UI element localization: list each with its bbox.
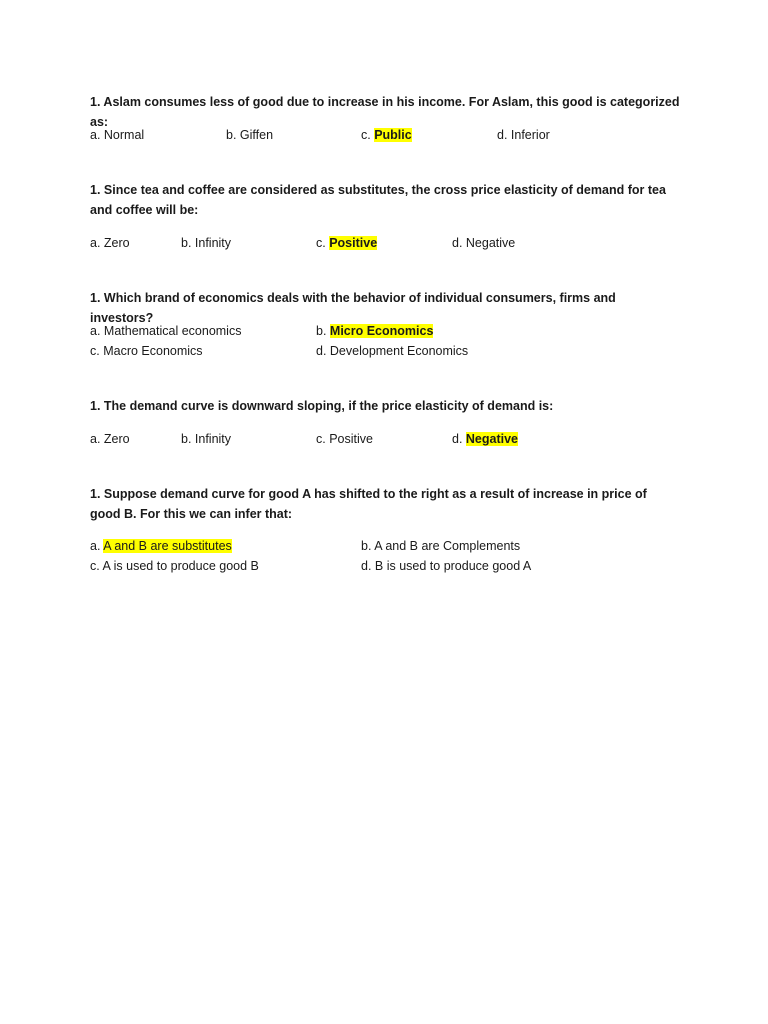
option-prefix: d. xyxy=(497,128,511,142)
option-text: Infinity xyxy=(194,432,232,446)
question-3: 1. Which brand of economics deals with the behavior of individual consumers, firms and investors? xyxy=(90,291,616,325)
q2-option-a xyxy=(90,233,130,253)
option-text: Macro Economics xyxy=(103,344,203,358)
question-4: 1. The demand curve is downward sloping, if the price elasticity of demand is: xyxy=(90,399,554,413)
option-prefix: c. xyxy=(361,128,375,142)
q1-option-b xyxy=(226,125,273,145)
option-prefix: a. xyxy=(90,236,104,250)
q3-option-d xyxy=(316,341,468,361)
option-text: Zero xyxy=(103,236,130,250)
option-text: Negative xyxy=(465,236,516,250)
option-text: Infinity xyxy=(194,236,232,250)
option-text: Mathematical economics xyxy=(103,324,242,338)
highlighted-answer: Public xyxy=(374,128,412,142)
q1-option-a xyxy=(90,125,144,145)
option-text: Positive xyxy=(329,432,373,446)
option-text: A and B are Complements xyxy=(374,539,521,553)
option-prefix: b. xyxy=(181,432,195,446)
option-text: Normal xyxy=(103,128,145,142)
option-prefix: a. xyxy=(90,324,104,338)
option-text: B is used to produce good A xyxy=(374,559,532,573)
q2-option-b xyxy=(181,233,231,253)
q5-option-c xyxy=(90,556,259,576)
option-prefix: d. xyxy=(316,344,330,358)
q3-option-c xyxy=(90,341,203,361)
option-prefix: c. xyxy=(90,344,104,358)
question-2: 1. Since tea and coffee are considered as substitutes, the cross price elasticity of demand for tea and coffee will be: xyxy=(90,183,666,217)
q3-option-a xyxy=(90,321,241,341)
option-text: Development Economics xyxy=(329,344,469,358)
option-prefix: a. xyxy=(90,432,104,446)
option-text: Zero xyxy=(103,432,130,446)
option-text: A is used to produce good B xyxy=(102,559,259,573)
option-text: Giffen xyxy=(239,128,274,142)
q2-option-c xyxy=(316,233,377,253)
option-prefix: d. xyxy=(361,559,375,573)
question-5: 1. Suppose demand curve for good A has shifted to the right as a result of increase in price of good B. For this we can infer that: xyxy=(90,487,647,521)
option-prefix: b. xyxy=(361,539,375,553)
option-prefix: b. xyxy=(181,236,195,250)
option-prefix: a. xyxy=(90,128,104,142)
highlighted-answer: Micro Economics xyxy=(329,324,434,338)
option-prefix: c. xyxy=(316,432,330,446)
highlighted-answer: A and B are substitutes xyxy=(103,539,232,553)
q5-option-b xyxy=(361,536,520,556)
highlighted-answer: Negative xyxy=(465,432,519,446)
q4-option-c xyxy=(316,429,373,449)
q1-option-d xyxy=(497,125,550,145)
option-prefix: a. xyxy=(90,539,104,553)
q3-option-b xyxy=(316,321,433,341)
q4-option-d xyxy=(452,429,518,449)
option-prefix: b. xyxy=(316,324,330,338)
option-prefix: c. xyxy=(316,236,330,250)
option-prefix: b. xyxy=(226,128,240,142)
q2-option-d xyxy=(452,233,515,253)
q5-option-a xyxy=(90,536,232,556)
option-prefix: d. xyxy=(452,236,466,250)
q5-option-d xyxy=(361,556,531,576)
q1-option-c xyxy=(361,125,412,145)
question-1: 1. Aslam consumes less of good due to increase in his income. For Aslam, this good is categorized as: xyxy=(90,95,680,129)
highlighted-answer: Positive xyxy=(329,236,378,250)
option-prefix: d. xyxy=(452,432,466,446)
option-prefix: c. xyxy=(90,559,103,573)
q4-option-b xyxy=(181,429,231,449)
option-text: Inferior xyxy=(510,128,550,142)
q4-option-a xyxy=(90,429,130,449)
